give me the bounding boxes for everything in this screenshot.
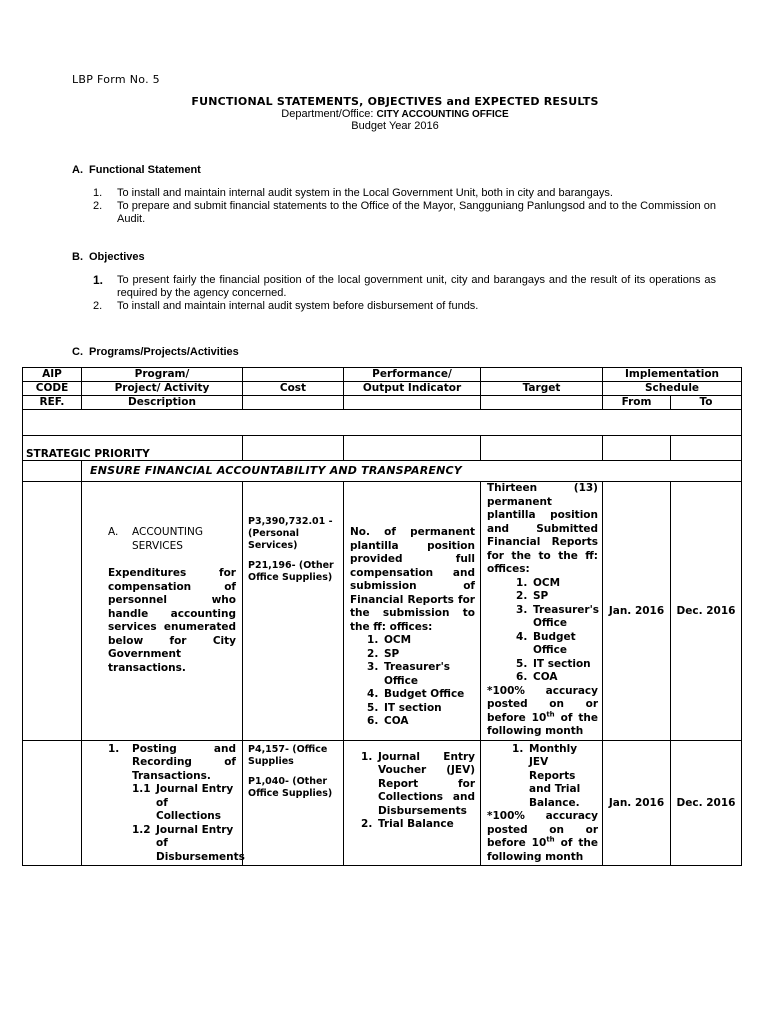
list-item bbox=[93, 187, 716, 200]
section-a-title: Functional Statement bbox=[89, 164, 201, 176]
header-row bbox=[23, 396, 742, 410]
functional-statement-list bbox=[93, 187, 716, 226]
header-cell bbox=[243, 368, 344, 382]
target-cell bbox=[481, 740, 603, 866]
budget-year: Budget Year 2016 bbox=[351, 120, 439, 132]
program-subitem-text: Journal Entry of Disbursements bbox=[156, 823, 245, 863]
department-line bbox=[0, 108, 768, 120]
strategic-priority-label: STRATEGIC PRIORITY bbox=[23, 436, 243, 461]
spacer-row bbox=[23, 410, 742, 436]
empty-cell bbox=[481, 436, 603, 461]
target-note-text: of the following month bbox=[487, 837, 598, 863]
target-note bbox=[487, 685, 598, 739]
header-cell: Target bbox=[481, 382, 603, 396]
empty-cell bbox=[243, 436, 344, 461]
header-row bbox=[23, 368, 742, 382]
department-value: CITY ACCOUNTING OFFICE bbox=[376, 109, 509, 120]
list-text: To prepare and submit financial statements to the Office of the Mayor, Sangguniang Panlungsod and to the Commission on Audit. bbox=[117, 200, 716, 225]
section-b-title: Objectives bbox=[89, 251, 145, 263]
target-note-text: *100% accuracy posted on or before 10 bbox=[487, 684, 598, 724]
target-note-sup: th bbox=[546, 835, 555, 844]
list-item: 1. OCM bbox=[382, 634, 475, 648]
program-subitem-text: Journal Entry of Collections bbox=[156, 783, 234, 822]
list-item: 1. OCM bbox=[531, 577, 598, 591]
list-item: 6. COA bbox=[382, 715, 475, 729]
list-item: 4. Budget Office bbox=[382, 688, 475, 702]
table-row bbox=[23, 482, 742, 741]
list-text: To install and maintain internal audit system in the Local Government Unit, both in city and barangays. bbox=[117, 187, 613, 199]
list-item: 2. SP bbox=[531, 590, 598, 604]
program-subitem bbox=[108, 783, 236, 824]
ensure-row bbox=[23, 461, 742, 482]
indicator-intro: No. of permanent plantilla position provided full compensation and submission of Financial Reports for the submission to the ff: offices: bbox=[350, 526, 475, 633]
cost-value: P1,040- (Other Office Supplies) bbox=[248, 775, 333, 799]
form-number: LBP Form No. 5 bbox=[72, 73, 160, 86]
header-cell: REF. bbox=[23, 396, 82, 410]
spacer-cell bbox=[23, 410, 742, 436]
program-title bbox=[108, 526, 236, 553]
table-row bbox=[23, 740, 742, 866]
header-cell: To bbox=[671, 396, 742, 410]
list-item bbox=[93, 274, 716, 300]
cost-value: P3,390,732.01 - (Personal Services) bbox=[248, 516, 333, 551]
section-c-letter: C. bbox=[72, 346, 83, 358]
section-a-heading bbox=[72, 164, 201, 176]
section-b-letter: B. bbox=[72, 251, 83, 263]
schedule-to: Dec. 2016 bbox=[671, 740, 742, 866]
schedule-from: Jan. 2016 bbox=[603, 740, 671, 866]
section-b-heading bbox=[72, 251, 145, 263]
target-note bbox=[487, 810, 598, 864]
list-item: 1. Journal Entry Voucher (JEV) Report for Collections and Disbursements bbox=[376, 751, 475, 819]
target-note-text: of the following month bbox=[487, 711, 598, 737]
document-title: FUNCTIONAL STATEMENTS, OBJECTIVES and EXPECTED RESULTS bbox=[191, 95, 599, 108]
cost-cell bbox=[243, 482, 344, 741]
target-list bbox=[487, 743, 598, 811]
header-cell: From bbox=[603, 396, 671, 410]
schedule-to: Dec. 2016 bbox=[671, 482, 742, 741]
program-title-num: A. bbox=[108, 526, 119, 538]
target-list bbox=[487, 577, 598, 685]
list-item: 2. Trial Balance bbox=[376, 818, 475, 832]
program-item-text: Posting and Recording of Transactions. bbox=[132, 742, 236, 782]
indicator-cell bbox=[344, 482, 481, 741]
header-cell: Output Indicator bbox=[344, 382, 481, 396]
list-text: To present fairly the financial position of the local government unit, city and barangays and the result of its operations as required by the agency concerned. bbox=[117, 274, 716, 299]
section-a-letter: A. bbox=[72, 164, 83, 176]
header-cell: Project/ Activity bbox=[82, 382, 243, 396]
cost-value: P21,196- (Other Office Supplies) bbox=[248, 560, 334, 583]
header-cell bbox=[481, 396, 603, 410]
schedule-from: Jan. 2016 bbox=[603, 482, 671, 741]
indicator-list bbox=[350, 751, 475, 832]
cost-cell bbox=[243, 740, 344, 866]
list-item: 5. IT section bbox=[531, 658, 598, 672]
header-cell: Program/ bbox=[82, 368, 243, 382]
strategic-goal: ENSURE FINANCIAL ACCOUNTABILITY AND TRANSPARENCY bbox=[82, 461, 742, 482]
header-cell: AIP bbox=[23, 368, 82, 382]
list-item bbox=[93, 200, 716, 226]
program-cell bbox=[82, 482, 243, 741]
list-item: 3. Treasurer's Office bbox=[382, 661, 475, 688]
target-note-text: *100% accuracy posted on or before 10 bbox=[487, 810, 598, 849]
list-item: 3. Treasurer's Office bbox=[531, 604, 598, 631]
header-cell bbox=[243, 396, 344, 410]
header-row bbox=[23, 382, 742, 396]
program-description: Expenditures for compensation of personnel who handle accounting services enumerated below for City Government transactions. bbox=[108, 567, 236, 674]
cost-value: P4,157- (Office Supplies bbox=[248, 743, 328, 767]
header-cell bbox=[344, 396, 481, 410]
header-cell: Description bbox=[82, 396, 243, 410]
department-label: Department/Office: bbox=[281, 108, 377, 120]
strategic-priority-row bbox=[23, 436, 742, 461]
program-item bbox=[108, 743, 236, 784]
header-cell: Cost bbox=[243, 382, 344, 396]
list-text: To install and maintain internal audit system before disbursement of funds. bbox=[117, 300, 479, 312]
program-subitem bbox=[108, 823, 245, 865]
header-cell: CODE bbox=[23, 382, 82, 396]
program-subitem-num: 1.1 bbox=[132, 783, 151, 795]
list-item: 4. Budget Office bbox=[531, 631, 598, 658]
list-number: 2. bbox=[93, 200, 103, 212]
list-number: 1. bbox=[93, 273, 104, 287]
empty-cell bbox=[603, 436, 671, 461]
aip-cell bbox=[23, 482, 82, 741]
target-note-sup: th bbox=[546, 710, 555, 718]
list-item bbox=[93, 300, 716, 313]
list-item: 6. COA bbox=[531, 671, 598, 685]
indicator-cell bbox=[344, 740, 481, 866]
empty-cell bbox=[344, 436, 481, 461]
programs-table bbox=[22, 367, 742, 866]
objectives-list bbox=[93, 274, 716, 313]
empty-cell bbox=[671, 436, 742, 461]
list-number: 1. bbox=[93, 187, 103, 199]
program-title-text: ACCOUNTING SERVICES bbox=[132, 526, 203, 552]
header-cell bbox=[481, 368, 603, 382]
program-cell bbox=[82, 740, 243, 866]
header-cell: Implementation bbox=[603, 368, 742, 382]
list-number: 2. bbox=[93, 300, 103, 312]
header-cell: Performance/ bbox=[344, 368, 481, 382]
aip-cell bbox=[23, 740, 82, 866]
program-subitem-num: 1.2 bbox=[132, 823, 151, 836]
target-intro: Thirteen (13) permanent plantilla position and Submitted Financial Reports for the to the ff: offices: bbox=[487, 482, 598, 575]
target-cell bbox=[481, 482, 603, 741]
empty-cell bbox=[23, 461, 82, 482]
header-cell: Schedule bbox=[603, 382, 742, 396]
list-item: 5. IT section bbox=[382, 702, 475, 716]
section-c-heading bbox=[72, 346, 239, 358]
list-item: 2. SP bbox=[382, 648, 475, 662]
indicator-list bbox=[350, 634, 475, 729]
program-item-num: 1. bbox=[108, 742, 120, 755]
list-item: 1. Monthly JEV Reports and Trial Balance. bbox=[527, 743, 598, 811]
section-c-title: Programs/Projects/Activities bbox=[89, 346, 239, 358]
